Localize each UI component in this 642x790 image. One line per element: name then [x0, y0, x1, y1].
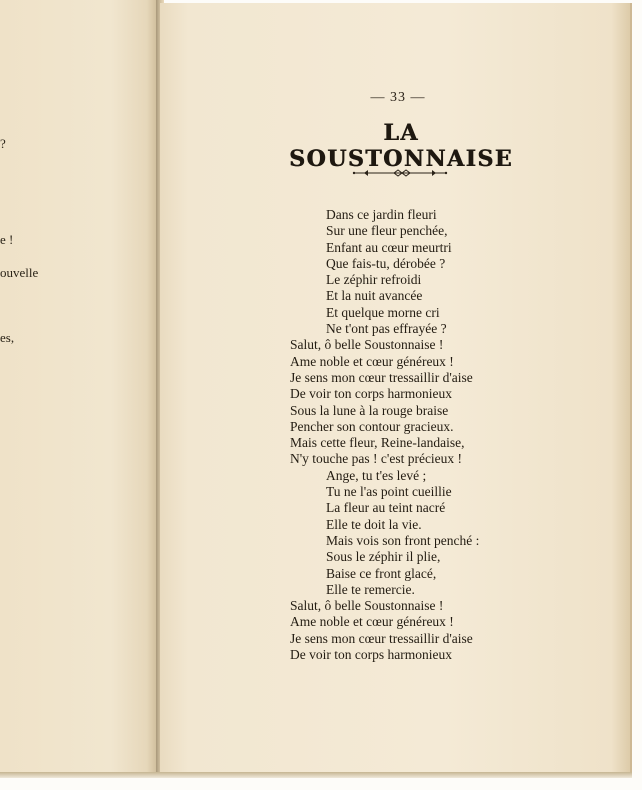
poem-line: De voir ton corps harmonieux [290, 386, 452, 402]
poem-line: Je sens mon cœur tressaillir d'aise [290, 369, 473, 385]
poem-line: Baise ce front glacé, [326, 565, 437, 581]
poem-line: Tu ne l'as point cueillie [326, 484, 452, 500]
poem-body [290, 207, 590, 663]
poem-line: Dans ce jardin fleuri [326, 207, 437, 222]
poem-line: Et quelque morne cri [326, 304, 440, 320]
poem-line: Salut, ô belle Soustonnaise ! [290, 598, 444, 614]
left-page [0, 0, 158, 775]
poem-line: La fleur au teint nacré [326, 500, 446, 516]
poem-line: Sous la lune à la rouge braise [290, 402, 449, 418]
page-number: — 33 — [370, 90, 426, 105]
poem-line: Elle te doit la vie. [326, 516, 422, 532]
poem-line: Enfant au cœur meurtri [326, 239, 452, 255]
poem-line: Que fais-tu, dérobée ? [326, 255, 446, 271]
ornament-divider-icon [352, 168, 448, 178]
poem-line: Salut, ô belle Soustonnaise ! [290, 337, 444, 353]
page-bottom-edge [0, 772, 632, 778]
poem-title: LA SOUSTONNAISE [289, 120, 513, 172]
poem-line: Ame noble et cœur généreux ! [290, 353, 454, 369]
poem-line: Ange, tu t'es levé ; [326, 467, 427, 483]
poem-line: Ame noble et cœur généreux ! [290, 614, 454, 630]
poem-line: Mais vois son front penché : [326, 532, 480, 548]
poem-line: N'y touche pas ! c'est précieux ! [290, 451, 463, 467]
poem-line: Je sens mon cœur tressaillir d'aise [290, 630, 473, 646]
poem-line: Mais cette fleur, Reine-landaise, [290, 435, 465, 451]
poem-line: Sous le zéphir il plie, [326, 549, 441, 565]
poem-line: De voir ton corps harmonieux [290, 647, 452, 663]
poem-line: Ne t'ont pas effrayée ? [326, 321, 447, 337]
left-page-fragment: ouvelle [0, 265, 39, 280]
left-page-fragment: es, [0, 330, 15, 345]
poem-line: Pencher son contour gracieux. [290, 418, 454, 434]
poem-line: Elle te remercie. [326, 581, 415, 597]
poem-line: Sur une fleur penchée, [326, 223, 448, 239]
poem-line: Le zéphir refroidi [326, 272, 422, 288]
left-page-fragment: ? [0, 136, 6, 151]
left-page-fragment: e ! [0, 232, 14, 247]
poem-line: Et la nuit avancée [326, 288, 423, 304]
